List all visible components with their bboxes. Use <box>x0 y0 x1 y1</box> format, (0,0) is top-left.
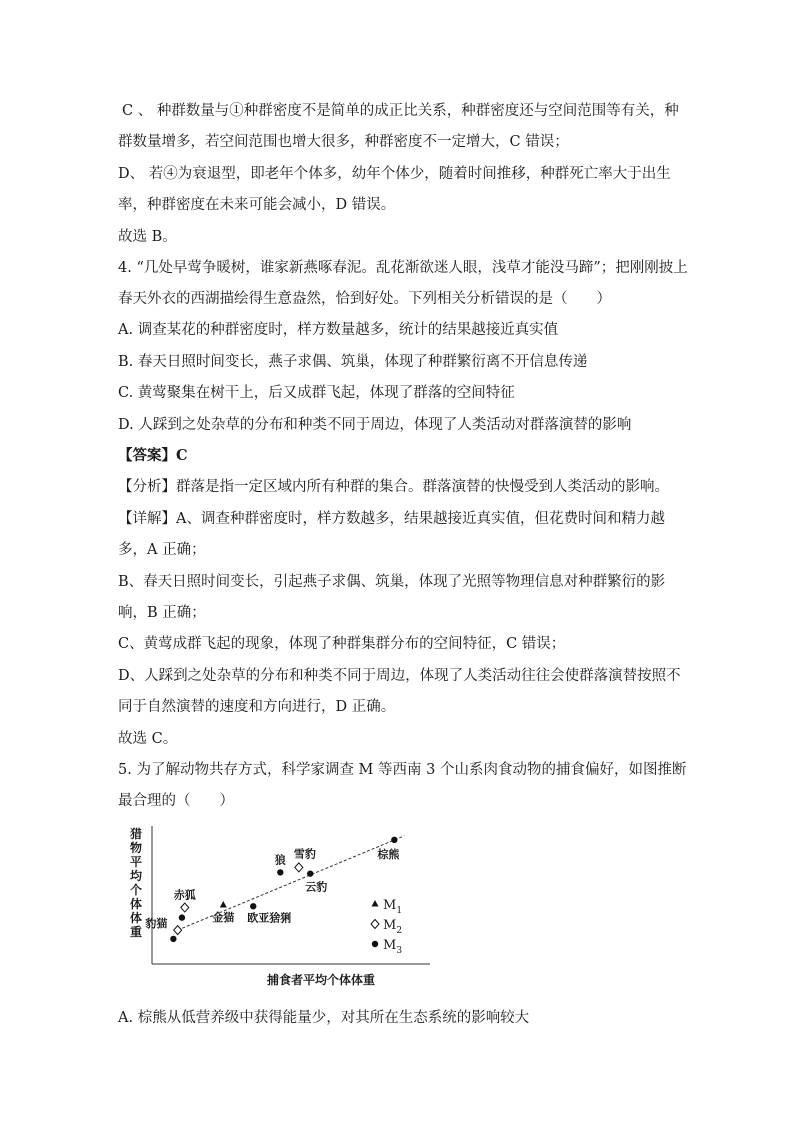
data-point <box>277 869 283 875</box>
text-line-5: 故选 B。 <box>118 229 177 245</box>
detail-line-1: 【详解】A、调查种群密度时，样方数越多，结果越接近真实值，但花费时间和精力越 <box>118 511 665 527</box>
data-point <box>295 863 303 872</box>
data-point <box>391 837 397 843</box>
text-line-3: D、 若④为衰退型，即老年个体多，幼年个体少，随着时间推移，种群死亡率大于出生 <box>118 166 671 182</box>
text-line-2: 群数量增多，若空间范围也增大很多，种群密度不一定增大，C 错误； <box>118 134 569 150</box>
analysis-line: 【分析】群落是指一定区域内所有种群的集合。群落演替的快慢受到人类活动的影响。 <box>118 479 669 495</box>
data-point <box>179 914 185 920</box>
y-axis-label-char: 猎 <box>129 827 143 841</box>
text-line-4: 率，种群密度在未来可能会减小，D 错误。 <box>118 197 396 213</box>
question-4-stem-1: 4. “几处早莺争暖树，谁家新燕啄春泥。乱花渐欲迷人眼，浅草才能没马蹄”；把刚刚披上 <box>118 260 688 276</box>
data-point <box>170 936 176 942</box>
x-axis-label: 捕食者平均个体体重 <box>266 973 376 987</box>
answer-line: 【答案】C <box>118 447 188 464</box>
conclusion-line: 故选 C。 <box>118 731 178 747</box>
data-point-label: 云豹 <box>305 880 328 894</box>
legend-marker <box>372 941 378 947</box>
y-axis-label-char: 个 <box>129 883 143 897</box>
question-5-stem-2: 最合理的（ ） <box>118 793 234 809</box>
scatter-chart <box>118 822 448 987</box>
question-4-option-a: A. 调查某花的种群密度时，样方数量越多，统计的结果越接近真实值 <box>118 322 559 338</box>
y-axis-label-char: 物 <box>129 841 143 855</box>
data-point-label: 棕熊 <box>377 847 400 861</box>
detail-line-6: D、人踩到之处杂草的分布和种类不同于周边，体现了人类活动往往会使群落演替按照不 <box>118 668 681 684</box>
data-point-label: 赤狐 <box>173 888 196 902</box>
legend-label: $M_3$ <box>383 938 403 956</box>
data-point <box>250 903 256 909</box>
text-line-1: C 、 种群数量与①种群密度不是简单的成正比关系，种群密度还与空间范围等有关，种 <box>122 103 679 119</box>
detail-line-3: B、春天日照时间变长，引起燕子求偶、筑巢，体现了光照等物理信息对种群繁衍的影 <box>118 574 666 590</box>
y-axis-label-char: 均 <box>129 869 143 883</box>
data-point-label: 雪豹 <box>293 847 316 861</box>
legend-label: $M_2$ <box>383 918 403 936</box>
question-4-stem-2: 春天外衣的西湖描绘得生意盎然，恰到好处。下列相关分析错误的是（ ） <box>118 291 611 307</box>
data-point <box>307 870 313 876</box>
detail-line-5: C、黄莺成群飞起的现象，体现了种群集群分布的空间特征，C 错误； <box>118 636 566 652</box>
data-point <box>174 926 182 935</box>
question-4-option-c: C. 黄莺聚集在树干上，后又成群飞起，体现了群落的空间特征 <box>118 385 515 401</box>
y-axis-label-char: 平 <box>129 855 143 869</box>
question-4-option-b: B. 春天日照时间变长，燕子求偶、筑巢，体现了种群繁衍离不开信息传递 <box>118 354 588 370</box>
legend-label: $M_1$ <box>383 898 403 916</box>
data-point <box>181 903 189 912</box>
legend-marker <box>371 920 379 929</box>
detail-line-7: 同于自然演替的速度和方向进行，D 正确。 <box>118 699 396 715</box>
detail-line-4: 响，B 正确； <box>118 605 206 621</box>
y-axis-label-char: 体 <box>129 911 143 925</box>
question-5-stem-1: 5. 为了解动物共存方式，科学家调查 M 等西南 3 个山系肉食动物的捕食偏好，如图推断 <box>118 762 687 778</box>
data-point <box>220 901 227 908</box>
data-point-label: 欧亚猞猁 <box>247 911 292 925</box>
legend-marker <box>372 900 379 907</box>
data-point-label: 金猫 <box>212 911 235 925</box>
data-point-label: 狼 <box>274 853 286 867</box>
y-axis-label-char: 体 <box>129 897 143 911</box>
question-5-option-a: A. 棕熊从低营养级中获得能量少，对其所在生态系统的影响较大 <box>118 1010 530 1026</box>
data-point-label: 豹猫 <box>145 916 168 930</box>
detail-line-2: 多，A 正确； <box>118 542 206 558</box>
question-4-option-d: D. 人踩到之处杂草的分布和种类不同于周边，体现了人类活动对群落演替的影响 <box>118 417 632 433</box>
y-axis-label-char: 重 <box>129 925 143 939</box>
